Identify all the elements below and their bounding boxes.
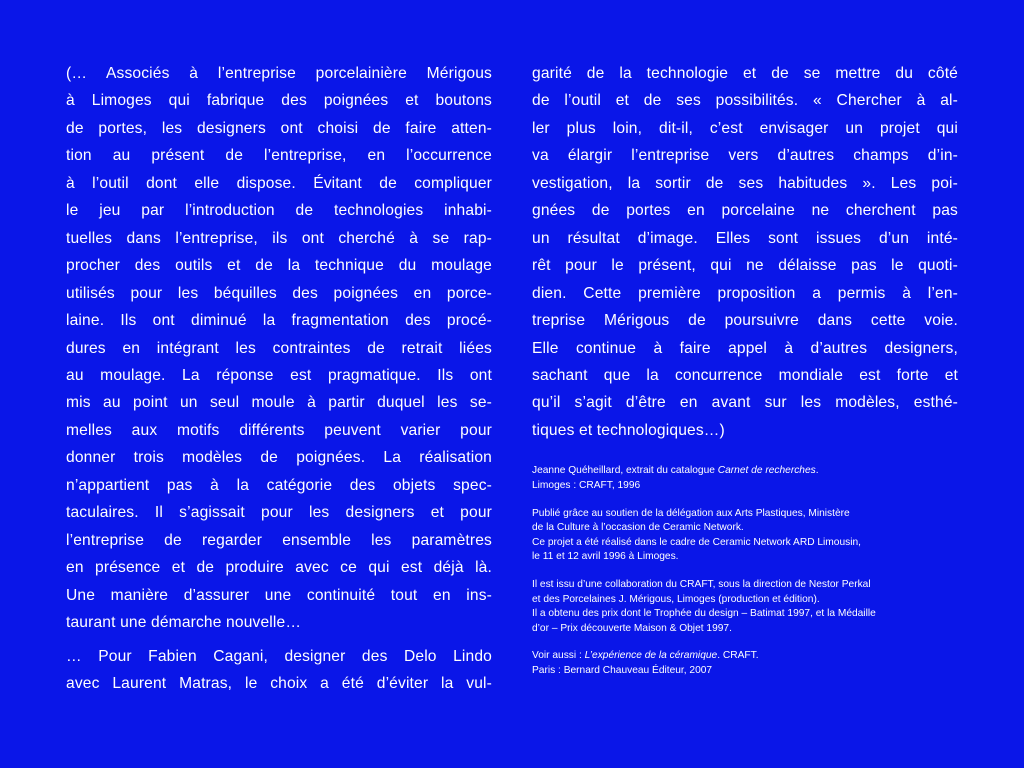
- text-line: mis au point un seul moule à partir duquel les se-: [66, 394, 492, 412]
- see-also-suffix: . CRAFT.: [717, 650, 759, 662]
- note-line: Publié grâce au soutien de la délégation aux Arts Plastiques, Ministère: [532, 507, 850, 519]
- text-line: un résultat d’image. Elles sont issues d’un inté-: [532, 229, 958, 247]
- text-line: dien. Cette première proposition a permis à l’en-: [532, 284, 958, 302]
- note-see-also: [532, 649, 958, 678]
- right-column: [532, 60, 958, 691]
- text-line: melles aux motifs différents peuvent varier pour: [66, 421, 492, 439]
- note-line: le 11 et 12 avril 1996 à Limoges.: [532, 551, 679, 563]
- text-line: taculaires. Il s’agissait pour les designers et pour: [66, 504, 492, 522]
- text-line: sachant que la concurrence mondiale est forte et: [532, 366, 958, 384]
- text-line: avec Laurent Matras, le choix a été d’éviter la vul-: [66, 674, 492, 692]
- text-line: donner trois modèles de poignées. La réalisation: [66, 449, 492, 467]
- text-line: … Pour Fabien Cagani, designer des Delo Lindo: [66, 647, 492, 665]
- citation-catalogue-title: Carnet de recherches: [717, 465, 816, 477]
- text-line: en présence et de produire avec ce qui est déjà là.: [66, 559, 492, 577]
- text-line: (… Associés à l’entreprise porcelainière Mérigous: [66, 65, 492, 82]
- note-line: Limoges : CRAFT, 1996: [532, 479, 641, 491]
- note-line: Paris : Bernard Chauveau Éditeur, 2007: [532, 664, 713, 676]
- text-line: laine. Ils ont diminué la fragmentation des procé-: [66, 312, 492, 330]
- text-line: treprise Mérigous de poursuivre dans cette voie.: [532, 312, 958, 330]
- text-line: de portes, les designers ont choisi de faire atten-: [66, 119, 492, 137]
- text-line: garité de la technologie et de se mettre du côté: [532, 65, 958, 82]
- text-line: Elle continue à faire appel à d’autres designers,: [532, 339, 958, 357]
- note-publication: [532, 507, 958, 565]
- note-line: et des Porcelaines J. Mérigous, Limoges (production et édition).: [532, 593, 820, 605]
- note-line: Ce projet a été réalisé dans le cadre de Ceramic Network ARD Limousin,: [532, 536, 861, 548]
- text-line: ler plus loin, dit-il, c’est envisager un projet qui: [532, 119, 958, 137]
- left-paragraph-1: [66, 60, 492, 637]
- left-column: [66, 60, 492, 697]
- text-line: procher des outils et de la technique du moulage: [66, 257, 492, 275]
- text-line: vestigation, la sortir de ses habitudes ». Les poi-: [532, 174, 958, 192]
- note-citation: [532, 464, 958, 493]
- text-line: va élargir l’entreprise vers d’autres champs d’in-: [532, 147, 958, 165]
- text-line: qu’il s’agit d’être en avant sur les modèles, esthé-: [532, 394, 958, 412]
- see-also-prefix: Voir aussi :: [532, 650, 585, 662]
- text-line: à l’outil dont elle dispose. Évitant de compliquer: [66, 174, 492, 192]
- note-line: de la Culture à l’occasion de Ceramic Network.: [532, 522, 744, 534]
- citation-author: Jeanne Quéheillard, extrait du catalogue: [532, 465, 718, 477]
- note-line: [532, 649, 958, 664]
- text-line: au moulage. La réponse est pragmatique. Ils ont: [66, 366, 492, 384]
- text-line: n’appartient pas à la catégorie des objets spec-: [66, 476, 492, 494]
- text-line: tuelles dans l’entreprise, ils ont cherché à se rap-: [66, 229, 492, 247]
- text-line: tion au présent de l’entreprise, en l’occurrence: [66, 147, 492, 165]
- text-line: de l’outil et de ses possibilités. « Chercher à al-: [532, 92, 958, 110]
- left-paragraph-2: [66, 643, 492, 698]
- text-line: gnées de portes en porcelaine ne cherchent pas: [532, 202, 958, 220]
- note-line: [532, 464, 958, 479]
- note-line: d’or – Prix découverte Maison & Objet 1997.: [532, 622, 732, 634]
- text-line: le jeu par l’introduction de technologies inhabi-: [66, 202, 492, 220]
- text-line: utilisés pour les béquilles des poignées en porce-: [66, 284, 492, 302]
- note-line: Il est issu d’une collaboration du CRAFT, sous la direction de Nestor Perkal: [532, 578, 871, 590]
- right-paragraph: [532, 60, 958, 444]
- note-line: Il a obtenu des prix dont le Trophée du design – Batimat 1997, et la Médaille: [532, 608, 876, 620]
- text-line: tiques et technologiques…): [532, 421, 725, 439]
- text-line: taurant une démarche nouvelle…: [66, 614, 302, 632]
- note-collaboration: [532, 578, 958, 636]
- text-line: Une manière d’assurer une continuité tout en ins-: [66, 586, 492, 604]
- citation-punct: .: [815, 465, 819, 477]
- text-line: rêt pour le présent, qui ne délaisse pas le quoti-: [532, 257, 958, 275]
- text-line: l’entreprise de regarder ensemble les paramètres: [66, 531, 492, 549]
- text-line: dures en intégrant les contraintes de retrait liées: [66, 339, 492, 357]
- see-also-title: L’expérience de la céramique: [584, 650, 718, 662]
- notes: [532, 464, 958, 678]
- text-line: à Limoges qui fabrique des poignées et boutons: [66, 92, 492, 110]
